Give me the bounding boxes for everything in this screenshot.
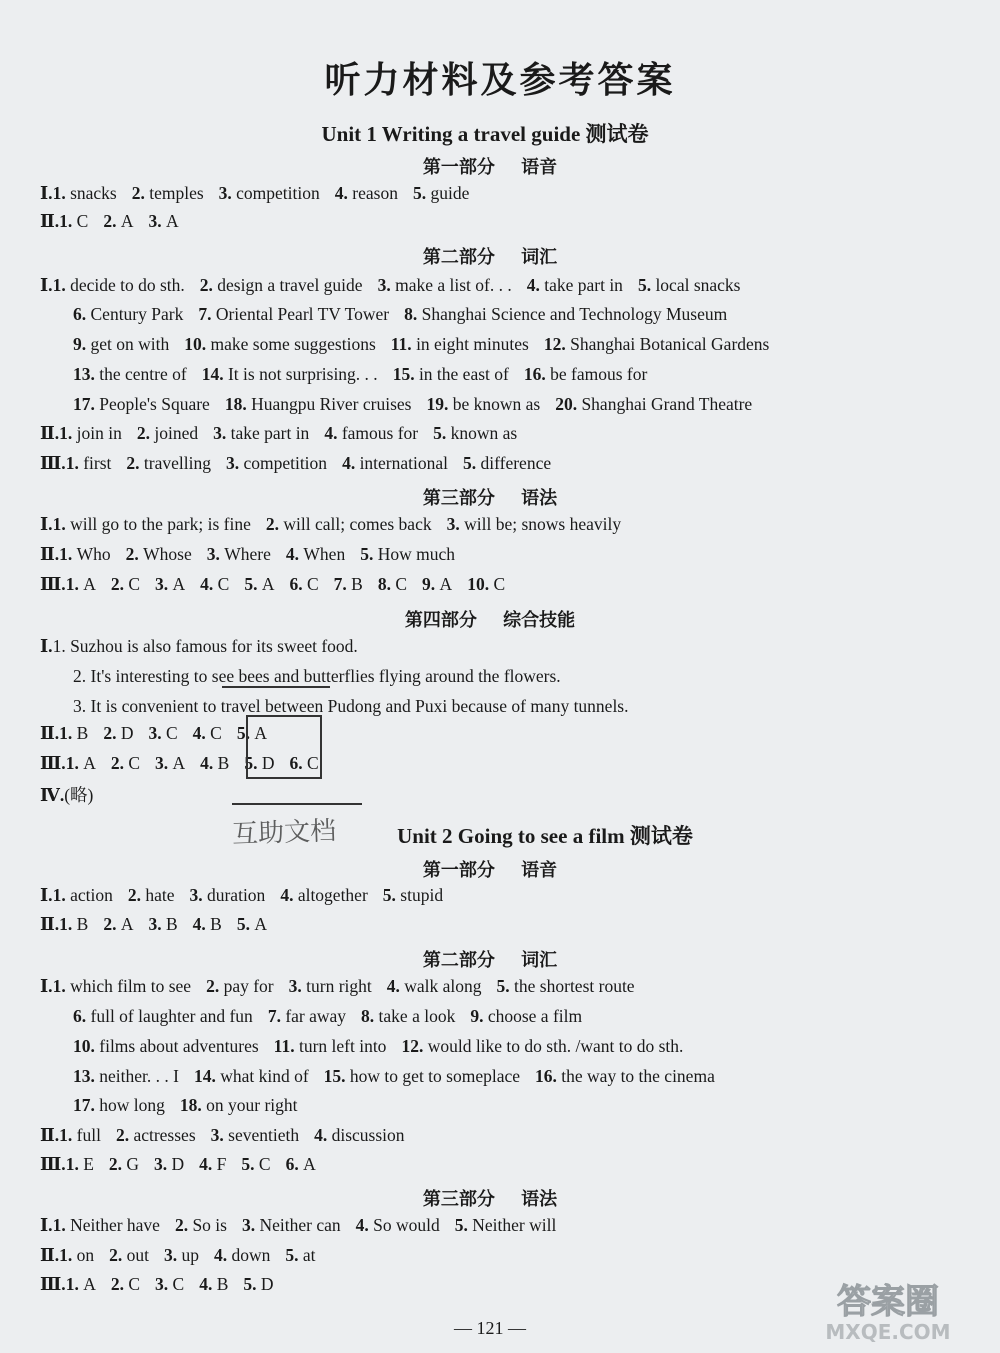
answer-item: 11. turn left into [273,1036,387,1056]
answer-item: 3. seventieth [210,1125,300,1145]
unit1-s3-row2 [40,544,470,565]
answer-item: 5. D [243,1274,274,1294]
answer-item: 2. C [110,1274,141,1294]
row-label: Ⅰ. [40,885,53,905]
sentence-1: 1. Suzhou is also famous for its sweet food. [52,636,358,656]
unit2-s2-row3 [40,1154,331,1175]
answer-item: 20. Shanghai Grand Theatre [555,394,753,414]
answer-item: 5. A [244,574,275,594]
answer-item: 5. A [236,914,267,934]
answer-item: 5. Neither will [454,1215,557,1235]
answer-item: 5. at [285,1245,316,1265]
answer-item: 1. B [59,723,89,743]
answer-item: 2. will call; comes back [265,514,432,534]
answer-item: 2. C [110,753,141,773]
answer-item: 1. Who [59,544,111,564]
answer-item: 2. G [108,1154,140,1174]
unit1-s4-row1-line3: 3. It is convenient to travel between Pudong and Puxi because of many tunnels. [73,696,629,716]
pen-underline [232,803,362,805]
unit1-s4-row4 [40,782,93,807]
unit2-s3-row2 [40,1245,331,1266]
answer-item: 1. snacks [52,183,117,203]
answer-item: 5. guide [412,183,470,203]
answer-item: 1. join in [59,423,122,443]
answer-item: 3. Where [206,544,271,564]
answer-item: 4. C [200,574,230,594]
answer-item: 3. up [164,1245,199,1265]
answer-item: 3. A [148,211,179,231]
answer-item: 4. international [342,453,449,473]
answer-item: 12. would like to do sth. /want to do sth. [401,1036,684,1056]
unit1-title: Unit 1 Writing a travel guide 测试卷 [321,122,649,146]
answer-item: 5. C [241,1154,271,1174]
row-label: Ⅱ. [40,723,60,743]
answer-item: 1. A [65,574,96,594]
unit1-s2-row1-line2 [73,304,742,325]
answer-item: 17. People's Square [73,394,210,414]
answer-item: 5. difference [463,453,552,473]
row-label: Ⅲ. [40,574,66,594]
answer-item: 15. in the east of [392,364,509,384]
stamp-text: 互助文档 [231,816,337,850]
pen-box-mark [246,715,322,779]
omitted-text: (略) [64,785,94,805]
answer-item: 3. B [148,914,178,934]
unit2-s2-row1-line4 [73,1066,730,1087]
answer-item: 9. choose a film [470,1006,583,1026]
row-label: Ⅲ. [40,1274,66,1294]
answer-item: 7. Oriental Pearl TV Tower [198,304,390,324]
answer-item: 5. D [244,753,275,773]
answer-item: 15. how to get to someplace [323,1066,521,1086]
answer-item: 16. be famous for [523,364,648,384]
answer-item: 2. So is [174,1215,227,1235]
answer-item: 10. films about adventures [73,1036,259,1056]
answer-item: 14. what kind of [193,1066,309,1086]
answer-item: 4. So would [355,1215,440,1235]
answer-item: 1. Neither have [52,1215,160,1235]
unit2-s2-row2 [40,1125,420,1146]
unit1-s1-row2 [40,211,194,232]
answer-item: 9. A [422,574,453,594]
row-label: Ⅱ. [40,914,60,934]
answer-item: 1. full [59,1125,101,1145]
answer-item: 18. Huangpu River cruises [224,394,412,414]
answer-item: 2. actresses [115,1125,196,1145]
unit1-s3-row3 [40,574,520,595]
answer-item: 2. design a travel guide [199,275,363,295]
row-label: Ⅰ. [40,275,53,295]
answer-item: 4. B [192,914,222,934]
unit1-s2-row1-line3 [73,334,784,355]
answer-item: 1. will go to the park; is fine [52,514,251,534]
unit1-section2-title: 第二部分 词汇 [422,247,558,268]
row-label: Ⅰ. [40,514,53,534]
answer-item: 5. known as [433,423,518,443]
answer-item: 2. out [109,1245,149,1265]
answer-item: 4. When [285,544,346,564]
answer-item: 5. stupid [382,885,444,905]
row-label: Ⅲ. [40,1154,66,1174]
answer-item: 2. A [103,914,134,934]
answer-item: 2. C [110,574,141,594]
unit2-section3-title: 第三部分 语法 [422,1189,558,1210]
answer-item: 3. Neither can [241,1215,341,1235]
answer-item: 1. A [65,753,96,773]
answer-item: 4. walk along [386,976,482,996]
row-label: Ⅰ. [40,976,53,996]
unit2-s1-row2 [40,914,282,935]
row-label: Ⅳ. [40,785,65,805]
answer-item: 8. take a look [361,1006,456,1026]
unit1-section4-title: 第四部分 综合技能 [404,610,576,631]
unit2-s2-row1-line2 [73,1006,597,1027]
unit2-s2-row1-line3 [73,1036,698,1057]
answer-item: 5. local snacks [637,275,741,295]
row-label: Ⅰ. [40,1215,53,1235]
unit1-s1-row1 [40,183,484,204]
answer-item: 2. pay for [206,976,274,996]
answer-item: 1. A [65,1274,96,1294]
answer-item: 6. C [289,574,319,594]
answer-item: 4. altogether [280,885,368,905]
watermark-bottom-text: MXQE.COM [825,1320,951,1344]
unit2-title: Unit 2 Going to see a film 测试卷 [397,824,693,848]
answer-item: 4. B [199,1274,229,1294]
answer-item: 11. in eight minutes [390,334,529,354]
answer-item: 3. make a list of. . . [377,275,512,295]
answer-item: 1. decide to do sth. [52,275,185,295]
answer-item: 3. D [154,1154,185,1174]
answer-item: 2. D [103,723,134,743]
answer-item: 2. A [103,211,134,231]
answer-item: 4. reason [334,183,398,203]
row-label: Ⅰ. [40,183,53,203]
answer-item: 6. Century Park [73,304,184,324]
answer-item: 4. down [214,1245,271,1265]
watermark-top-text: 答案圈 [837,1282,939,1322]
answer-item: 3. competition [225,453,328,473]
answer-item: 10. C [467,574,506,594]
unit1-s2-row1-line1 [40,275,755,296]
answer-item: 4. take part in [526,275,623,295]
row-label: Ⅱ. [40,211,60,231]
pen-underline [222,686,330,688]
row-label: Ⅱ. [40,544,60,564]
answer-item: 1. action [52,885,113,905]
answer-item: 2. travelling [126,453,211,473]
answer-item: 17. how long [73,1095,165,1115]
answer-item: 18. on your right [179,1095,298,1115]
page-title: 听力材料及参考答案 [324,60,676,101]
unit1-s2-row2 [40,423,532,444]
answer-item: 3. will be; snows heavily [446,514,622,534]
answer-item: 1. which film to see [52,976,192,996]
unit1-s2-row1-line5 [73,394,767,415]
row-label: Ⅱ. [40,423,60,443]
answer-item: 2. Whose [125,544,192,564]
answer-item: 3. competition [218,183,320,203]
answer-item: 4. famous for [324,423,419,443]
answer-item: 5. A [236,723,267,743]
answer-item: 4. F [199,1154,227,1174]
answer-item: 4. C [192,723,222,743]
answer-item: 19. be known as [426,394,541,414]
row-label: Ⅲ. [40,453,66,473]
answer-item: 3. A [155,753,186,773]
answer-item: 4. B [200,753,230,773]
unit2-s1-row1 [40,885,458,906]
unit1-section1-title: 第一部分 语音 [422,157,558,178]
answer-item: 3. C [148,723,178,743]
answer-item: 3. C [155,1274,185,1294]
answer-item: 7. B [333,574,363,594]
answer-item: 3. A [155,574,186,594]
unit1-s4-row1-line2: 2. It's interesting to see bees and butterflies flying around the flowers. [73,666,561,686]
answer-item: 2. hate [127,885,175,905]
unit1-s4-row1-line1 [40,636,358,657]
watermark-logo [788,1275,988,1345]
answer-item: 5. the shortest route [496,976,635,996]
answer-item: 14. It is not surprising. . . [201,364,378,384]
answer-item: 2. joined [136,423,199,443]
answer-item: 3. take part in [213,423,310,443]
answer-item: 7. far away [267,1006,347,1026]
answer-item: 6. C [289,753,319,773]
unit1-s2-row3 [40,453,566,474]
unit1-s2-row1-line4 [73,364,662,385]
answer-item: 13. neither. . . I [73,1066,179,1086]
answer-item: 9. get on with [73,334,170,354]
answer-item: 1. first [65,453,112,473]
row-label: Ⅱ. [40,1125,60,1145]
unit2-section1-title: 第一部分 语音 [422,860,558,881]
answer-item: 16. the way to the cinema [535,1066,715,1086]
answer-item: 1. on [59,1245,95,1265]
row-label: Ⅲ. [40,753,66,773]
answer-item: 6. full of laughter and fun [73,1006,253,1026]
row-label: Ⅱ. [40,1245,60,1265]
answer-item: 13. the centre of [73,364,187,384]
answer-item: 8. C [377,574,408,594]
answer-item: 1. B [59,914,89,934]
answer-item: 3. turn right [288,976,372,996]
unit2-s2-row1-line5 [73,1095,313,1116]
unit1-s3-row1 [40,514,636,535]
answer-item: 5. How much [360,544,455,564]
page-number: — 121 — [454,1318,526,1338]
unit2-s3-row1 [40,1215,571,1236]
row-label: Ⅰ. [40,636,53,656]
answer-item: 10. make some suggestions [184,334,376,354]
answer-item: 12. Shanghai Botanical Gardens [543,334,770,354]
answer-item: 3. duration [189,885,266,905]
answer-item: 2. temples [131,183,204,203]
answer-item: 1. E [65,1154,94,1174]
unit2-s3-row3 [40,1274,289,1295]
answer-item: 1. C [59,211,89,231]
unit1-section3-title: 第三部分 语法 [422,488,558,509]
unit2-s2-row1-line1 [40,976,650,997]
answer-item: 8. Shanghai Science and Technology Museum [404,304,728,324]
answer-item: 4. discussion [314,1125,405,1145]
unit2-section2-title: 第二部分 词汇 [422,950,558,971]
answer-item: 6. A [285,1154,316,1174]
